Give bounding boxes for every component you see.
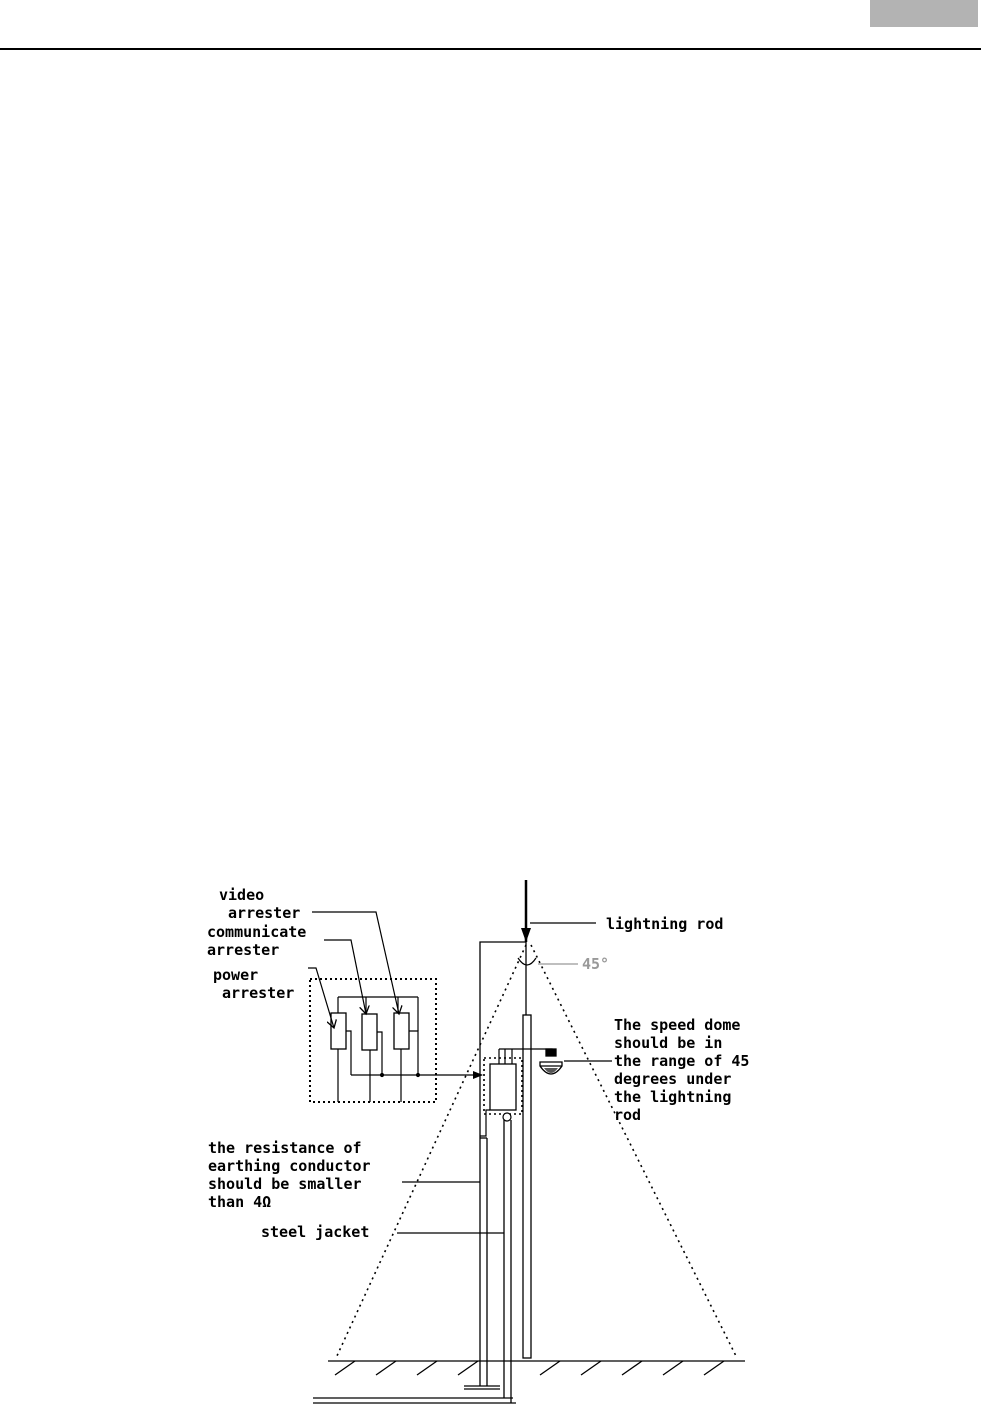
speed-dome-camera [540,1049,562,1074]
ground [313,1361,745,1403]
steel-jacket-label: steel jacket [261,1223,370,1241]
lightning-rod-label: lightning rod [606,915,724,933]
power-arrester-label: power arrester [213,966,295,1002]
lightning-rod [521,880,531,1015]
video-arrester-label: video arrester [219,886,301,922]
pole [523,1015,531,1358]
arrester-leaders [308,912,399,1028]
earthing-conductor [464,942,526,1389]
communicate-arrester-label: communicate arrester [207,923,307,959]
protection-cone [336,945,737,1358]
arrester-panel [310,979,482,1102]
angle-label: 45° [582,955,610,973]
resistance-note: the resistance of earthing conductor should be smaller than 4Ω [208,1139,371,1211]
speed-dome-note: The speed dome should be in the range of 45 degrees under the lightning rod [614,1016,750,1124]
angle-marker [518,958,578,965]
